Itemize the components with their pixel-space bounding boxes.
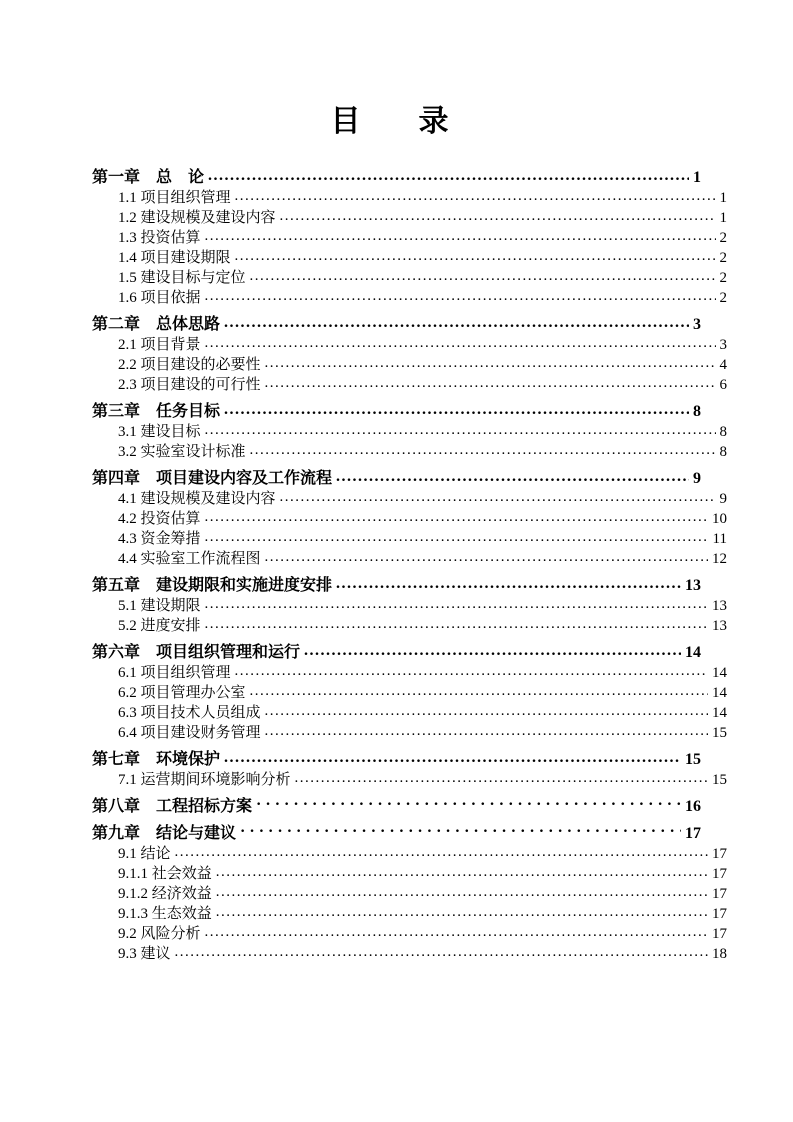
- page-title: 目 录: [330, 105, 463, 138]
- toc-entry-label: 4.2 投资估算: [118, 511, 201, 527]
- toc-entry-label: 第一章 总 论: [92, 169, 205, 186]
- toc-section-entry[interactable]: [92, 425, 727, 440]
- toc-entry-page-number: 8: [719, 424, 727, 440]
- toc-entry-label: 第四章 项目建设内容及工作流程: [92, 470, 333, 487]
- toc-leader-dots: [224, 402, 689, 418]
- toc-entry-label: 第五章 建设期限和实施进度安排: [92, 577, 333, 594]
- toc-entry-page-number: 9: [693, 470, 701, 487]
- toc-section-entry[interactable]: [92, 947, 727, 962]
- toc-chapter-entry[interactable]: [92, 170, 701, 186]
- toc-leader-dots: [216, 885, 708, 900]
- toc-section-entry[interactable]: [92, 512, 727, 527]
- toc-section-entry[interactable]: [92, 927, 727, 942]
- toc-section-entry[interactable]: [92, 251, 727, 266]
- toc-entry-label: 9.3 建议: [118, 946, 171, 962]
- toc-entry-page-number: 2: [719, 250, 727, 266]
- toc-chapter-entry[interactable]: [92, 404, 701, 420]
- toc-entry-page-number: 1: [719, 190, 727, 206]
- toc-section-entry[interactable]: [92, 358, 727, 373]
- toc-entry-page-number: 18: [712, 946, 727, 962]
- toc-entry-page-number: 11: [712, 531, 727, 547]
- toc-leader-dots: [224, 315, 689, 331]
- toc-entry-label: 3.2 实验室设计标准: [118, 444, 246, 460]
- toc-leader-dots: [216, 905, 708, 920]
- toc-chapter-entry[interactable]: [92, 752, 701, 768]
- toc-leader-dots: [240, 824, 681, 840]
- toc-entry-label: 第六章 项目组织管理和运行: [92, 644, 301, 661]
- toc-leader-dots: [280, 209, 716, 224]
- toc-entry-page-number: 17: [712, 926, 727, 942]
- toc-section-entry[interactable]: [92, 338, 727, 353]
- toc-entry-page-number: 15: [712, 772, 727, 788]
- toc-leader-dots: [256, 797, 681, 813]
- toc-leader-dots: [250, 684, 708, 699]
- toc-entry-page-number: 14: [712, 665, 727, 681]
- toc-entry-page-number: 14: [712, 705, 727, 721]
- toc-entry-label: 4.3 资金筹措: [118, 531, 201, 547]
- toc-entry-label: 4.4 实验室工作流程图: [118, 551, 261, 567]
- toc-leader-dots: [265, 724, 708, 739]
- toc-leader-dots: [205, 925, 708, 940]
- toc-section-entry[interactable]: [92, 726, 727, 741]
- toc-entry-label: 9.1.3 生态效益: [118, 906, 212, 922]
- toc-leader-dots: [205, 229, 716, 244]
- toc-entry-page-number: 15: [685, 751, 701, 768]
- toc-entry-page-number: 13: [712, 618, 727, 634]
- toc-chapter-entry[interactable]: [92, 578, 701, 594]
- toc-leader-dots: [336, 469, 689, 485]
- toc-leader-dots: [205, 597, 708, 612]
- toc-entry-page-number: 2: [719, 290, 727, 306]
- toc-entry-page-number: 17: [712, 846, 727, 862]
- toc-section-entry[interactable]: [92, 686, 727, 701]
- toc-leader-dots: [224, 750, 681, 766]
- toc-leader-dots: [265, 550, 708, 565]
- toc-chapter-entry[interactable]: [92, 645, 701, 661]
- toc-entry-page-number: 2: [719, 270, 727, 286]
- toc-entry-page-number: 17: [685, 825, 701, 842]
- toc-entry-label: 3.1 建设目标: [118, 424, 201, 440]
- toc-entry-label: 1.5 建设目标与定位: [118, 270, 246, 286]
- toc-chapter-entry[interactable]: [92, 317, 701, 333]
- toc-section-entry[interactable]: [92, 773, 727, 788]
- toc-entry-page-number: 15: [712, 725, 727, 741]
- toc-entry-page-number: 14: [685, 644, 701, 661]
- toc-leader-dots: [205, 423, 716, 438]
- toc-entry-label: 第三章 任务目标: [92, 403, 221, 420]
- toc-leader-dots: [208, 168, 689, 184]
- toc-leader-dots: [216, 865, 708, 880]
- toc-entry-label: 9.1 结论: [118, 846, 171, 862]
- toc-section-entry[interactable]: [92, 492, 727, 507]
- toc-leader-dots: [265, 704, 708, 719]
- toc-entry-page-number: 1: [719, 210, 727, 226]
- toc-entry-page-number: 6: [719, 377, 727, 393]
- toc-entry-page-number: 12: [712, 551, 727, 567]
- toc-leader-dots: [304, 643, 681, 659]
- toc-entry-label: 2.2 项目建设的必要性: [118, 357, 261, 373]
- toc-section-entry[interactable]: [92, 666, 727, 681]
- toc-entry-page-number: 17: [712, 866, 727, 882]
- toc-section-entry[interactable]: [92, 887, 727, 902]
- toc-section-entry[interactable]: [92, 191, 727, 206]
- toc-leader-dots: [265, 376, 716, 391]
- toc-entry-page-number: 8: [719, 444, 727, 460]
- toc-entry-label: 6.3 项目技术人员组成: [118, 705, 261, 721]
- toc-section-entry[interactable]: [92, 599, 727, 614]
- toc-entry-page-number: 3: [693, 316, 701, 333]
- toc-entry-label: 第七章 环境保护: [92, 751, 221, 768]
- toc-section-entry[interactable]: [92, 532, 727, 547]
- toc-leader-dots: [205, 289, 716, 304]
- toc-entry-page-number: 10: [712, 511, 727, 527]
- toc-section-entry[interactable]: [92, 552, 727, 567]
- toc-section-entry[interactable]: [92, 445, 727, 460]
- toc-leader-dots: [250, 443, 716, 458]
- toc-entry-label: 2.1 项目背景: [118, 337, 201, 353]
- toc-entry-label: 1.6 项目依据: [118, 290, 201, 306]
- toc-entry-label: 5.1 建设期限: [118, 598, 201, 614]
- toc-leader-dots: [336, 576, 681, 592]
- toc-entry-label: 9.2 风险分析: [118, 926, 201, 942]
- toc-entry-label: 9.1.1 社会效益: [118, 866, 212, 882]
- toc-entry-label: 1.4 项目建设期限: [118, 250, 231, 266]
- toc-section-entry[interactable]: [92, 847, 727, 862]
- toc-leader-dots: [175, 845, 708, 860]
- toc-leader-dots: [235, 189, 716, 204]
- toc-entry-label: 6.1 项目组织管理: [118, 665, 231, 681]
- toc-leader-dots: [205, 617, 708, 632]
- toc-entry-page-number: 3: [719, 337, 727, 353]
- toc-leader-dots: [295, 771, 708, 786]
- toc-entry-page-number: 13: [685, 577, 701, 594]
- toc-entry-label: 1.3 投资估算: [118, 230, 201, 246]
- toc-entry-label: 9.1.2 经济效益: [118, 886, 212, 902]
- toc-leader-dots: [280, 490, 716, 505]
- toc-entry-page-number: 4: [719, 357, 727, 373]
- toc-section-entry[interactable]: [92, 378, 727, 393]
- toc-entry-page-number: 17: [712, 886, 727, 902]
- toc-leader-dots: [235, 249, 716, 264]
- toc-section-entry[interactable]: [92, 907, 727, 922]
- toc-section-entry[interactable]: [92, 211, 727, 226]
- toc-entry-page-number: 16: [685, 798, 701, 815]
- toc-entry-label: 7.1 运营期间环境影响分析: [118, 772, 291, 788]
- toc-leader-dots: [175, 945, 708, 960]
- toc-chapter-entry[interactable]: [92, 471, 701, 487]
- toc-entry-page-number: 1: [693, 169, 701, 186]
- toc-section-entry[interactable]: [92, 706, 727, 721]
- toc-entry-page-number: 14: [712, 685, 727, 701]
- toc-section-entry[interactable]: [92, 271, 727, 286]
- toc-section-entry[interactable]: [92, 231, 727, 246]
- toc-leader-dots: [205, 336, 716, 351]
- toc-entry-label: 5.2 进度安排: [118, 618, 201, 634]
- toc-entry-page-number: 2: [719, 230, 727, 246]
- toc-entry-page-number: 9: [719, 491, 727, 507]
- toc-entry-label: 4.1 建设规模及建设内容: [118, 491, 276, 507]
- toc-entry-page-number: 8: [693, 403, 701, 420]
- toc-leader-dots: [235, 664, 708, 679]
- toc-entry-label: 2.3 项目建设的可行性: [118, 377, 261, 393]
- toc-leader-dots: [250, 269, 716, 284]
- toc-entry-label: 1.2 建设规模及建设内容: [118, 210, 276, 226]
- toc-chapter-entry[interactable]: [92, 799, 701, 815]
- toc-entry-page-number: 13: [712, 598, 727, 614]
- toc-entry-label: 第二章 总体思路: [92, 316, 221, 333]
- toc-entry-label: 6.4 项目建设财务管理: [118, 725, 261, 741]
- toc-entry-page-number: 17: [712, 906, 727, 922]
- toc-chapter-entry[interactable]: [92, 826, 701, 842]
- toc-leader-dots: [205, 530, 709, 545]
- toc-entry-label: 第九章 结论与建议: [92, 825, 237, 842]
- toc-entry-label: 1.1 项目组织管理: [118, 190, 231, 206]
- toc-section-entry[interactable]: [92, 291, 727, 306]
- toc-section-entry[interactable]: [92, 867, 727, 882]
- table-of-contents: [92, 169, 727, 962]
- toc-entry-label: 第八章 工程招标方案: [92, 798, 253, 815]
- toc-entry-label: 6.2 项目管理办公室: [118, 685, 246, 701]
- toc-leader-dots: [265, 356, 716, 371]
- toc-leader-dots: [205, 510, 708, 525]
- toc-section-entry[interactable]: [92, 619, 727, 634]
